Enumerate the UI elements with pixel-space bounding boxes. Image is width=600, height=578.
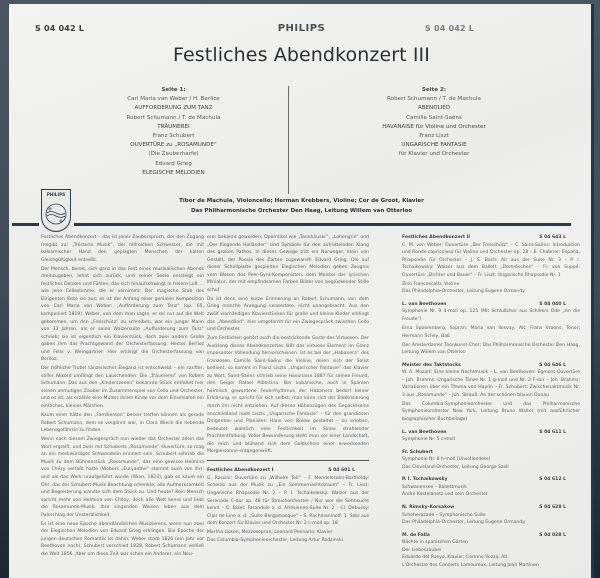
catalog-entry	[402, 504, 580, 527]
track-composer: Robert Schumann / T. de Machula	[126, 114, 221, 121]
side-2-label: Seite 2:	[421, 87, 447, 93]
catalog-entry-line: Der Liebeszauber	[402, 547, 442, 553]
divider-rule-right	[74, 223, 571, 226]
track-note: für Klavier und Orchester	[398, 151, 470, 158]
track-composer: Camille Saint-Saëns	[406, 114, 462, 121]
catalog-entry-title: Festliches Abendkonzert II	[402, 235, 471, 240]
catalog-entry	[402, 532, 580, 570]
catalog-entry-line: G. Rossini: Ouvertüre zu „Wilhelm Tell“ – F. Mendelssohn-Bartholdy: Scherzo aus der Musik zu „Ein Sommernachtstraum“ – Fr. Liszt: Ungarische Rhapsodie Nr. 2 – P. I. Tschaikowsky: Walzer aus der Serenade C-dur op. 48 für Streichorchester / Nur wer die Sehnsucht kennt – G. Bizet: Farandole a. d. Arlésienne-Suite Nr. 2 – Cl. Debussy: Clair de lune a. d. „Suite Bergamasque“ – S. Rachmaninoff: 1. Satz aus dem Konzert für Klavier und Orchester Nr. 2 c-moll op. 18	[207, 475, 369, 527]
liner-paragraph: Der fröhliche Trubel tänzerischer Eleganz ist entschwebt – ein sanfter, stiller Akkord umfängt den Lauschenden: Die „Träumerei“ von Robert Schumann. Das aus den „Kinderszenen“ bekannte Stück entfaltet hier seinen anmutigen Zauber im Zusammenspiel von Cello und Orchester, und es ist, als erzähle eine Mutter ihrem Kinde vor dem Einschlafen ein einfaches, kleines Märchen.	[41, 366, 204, 410]
catalog-entry	[207, 467, 369, 544]
philips-shield-logo	[41, 189, 71, 233]
liner-paragraph: Kaum einer hätte den „Familienton“ besser treffen können als gerade Robert Schumann, dem es vergönnt war, in Clara Wieck die liebende Lebensgefährtin zu finden.	[41, 413, 204, 434]
catalog-entry-line: Eduardo del Pueyo, Klavier; Corinne Vozza, Alt	[402, 555, 508, 561]
shield-icon	[41, 198, 71, 232]
record-sleeve-back	[9, 4, 594, 578]
catalog-entry-line: Das Columbia-Symphonieorchester, Leitung Artur Rodzinski	[207, 537, 343, 543]
tracklist	[69, 86, 549, 194]
liner-paragraph: Wenn nach diesem Zwiegespräch nun wieder das Orchester allein das Wort ergreift, und zwar mit Schuberts „Rosamunde“-Ouvertüre, so mag an ein merkwürdiges Schwendelin erinnert sein. Schubert schrieb die Musik zu dem Bühnenstück „Rosamunde“, das eine gewisse Helmina von Chézy verfaßt hatte (Webers „Euryanthe“ stammt auch von ihr); und als das Werk uraufgeführt wurde (Wien, 1823), gab es kaum ein Ohr, das der Schubert-Musik Beachtung schenkte; alle Aufmerksamkeit und Begeisterung wandte sich dem Stück zu. Und heute? Kein Mensch spricht mehr von Helmina von Chézy, doch alle Welt kennt und liebt die Rosamunde-Musik. Ihre singenden Weisen leben aus dem Pulsschlag der Unsterblichkeit.	[41, 437, 204, 518]
catalog-entry-number: S 04 040 L	[539, 301, 566, 307]
catalog-entry-title: M. de Falla	[402, 532, 430, 538]
brand-name: PHILIPS	[277, 23, 326, 34]
album-title: Festliches Abendkonzert III	[173, 44, 430, 66]
column-divider	[207, 460, 369, 462]
track-composer: Franz Schubert	[152, 133, 195, 140]
catalog-entry-line: Symphonie Nr. 5 c-moll	[402, 437, 455, 443]
catalog-entry-line: Erna Spoorenberg, Sopran; Maria van Ilosvay, Alt; Frans Vroons, Tenor; Hermann Schey, Baß	[402, 326, 580, 339]
track-work: OUVERTÜRE zu „ROSAMUNDE“	[130, 142, 217, 149]
liner-notes-column-2	[207, 234, 369, 549]
catalog-entry	[402, 449, 580, 472]
catalog-entry-line: Schwanensee – Ballettmusik	[402, 484, 467, 490]
catalog-entry-line: Das Philadelphia-Orchester, Leitung Eugene Ormandy	[402, 520, 525, 526]
track-work: ABENDLIED	[417, 105, 451, 112]
catalog-entry-title: L. van Beethoven	[402, 301, 447, 307]
catalog-entry-title: L. van Beethoven	[402, 429, 447, 435]
catalog-entry-line: C. M. von Weber: Ouvertüre „Der Freischütz“ – C. Saint-Saëns: Introduction und Rondo capriccioso für Violine und Orchester op. 28 – E. Chabrier: España, Rhapsodie für Orchester – J. S. Bach: Air aus der Suite Nr. 3 – P. I. Tschaikowsky: Walzer aus dem Ballett „Dornröschen“ – Fr. von Suppé: Ouvertüre „Dichter und Bauer“ – Fr. Liszt: Ungarische Rhapsodie Nr. 1	[402, 242, 580, 278]
catalog-entry-line: L'Orchestre des Concerts Lamoureux, Leitung Jean Martinon	[402, 562, 539, 568]
track-composer: Carl Maria van Weber / H. Berlioz	[127, 96, 220, 103]
liner-paragraph: Zum Festlichen gehört auch die bestrickende Geste des Virtuosen. Der Ausklang dieses Abendkonzertes läßt das virtuose Element im Glanz imposanter Vollendung hervorscheinen. Ist es bei der „Habanera“ des Franzosen Camille Saint-Saëns die Violine, deren sich der Solist bedient, so kommt in Franz Liszts „Ungarischer Fantasie“ das Klavier zu Wort. Saint-Saëns schrieb seine Havanaise 1887 für seinen Freund, den Geiger Rafael Albertina. Der kubanische, auch in Spanien heimisch gewordene Feuerrhythmus der Habanera bedarf keiner Erklärung, er spricht für sich selbst; man kann sich der Elektrisierung durch ihn nicht entziehen. Auf diesen Höhenzügen des Gepacktseins anschließend noch Liszts „Ungarische Fantasie“ – für den grandiosen Dirigenten und Pianisten Hans von Bülow gestaltet – zu erleben, bedeutet wahrlich eine Festlichkeit im Sinne strahlender Prachtentfaltung. Voller Bewunderung steht man vor einer Landschaft, die reich und blühend sich dem Goldschein einer erweckenden Morgensonne entgegenwirft.	[207, 336, 369, 455]
track-work: AUFFORDERUNG ZUM TANZ	[134, 105, 213, 112]
divider-rule-left	[12, 223, 39, 226]
catalog-entry	[402, 362, 580, 424]
catalog-entry	[402, 301, 580, 357]
catalog-entry-line: W. A. Mozart: Eine kleine Nachtmusik – L. van Beethoven: Egmont-Ouvertüre – Joh. Brahms: Ungarische Tänze Nr. 1 g-moll und Nr. 3 F-dur – Joh. Brahms: Variationen über ein Thema von Haydn – Fr. Schubert: Zwischenaktmusik Nr. 3 aus „Rosamunde“ – Joh. Strauß: An der schönen blauen Donau	[402, 370, 580, 398]
track-work: TRÄUMEREI	[157, 123, 190, 130]
catalog-entry-line: Scheherazade – Symphonische Suite	[402, 512, 486, 518]
catalog-entry-title: N. Rimsky-Korsakow	[402, 504, 455, 510]
liner-paragraph: Festliches Abendkonzert – das ist jener Zauberspruch, der den Zugang freigibt zur „Trösterin Musik“, der hilfreichen Schwester, die mit balsamischer Hand den geplagten Menschen der kalten Gleichgültigkeit entreißt.	[41, 235, 204, 263]
track-composer: Robert Schumann / T. de Machula	[387, 96, 481, 103]
track-work: UNGARISCHE FANTASIE	[401, 142, 467, 149]
catalog-entry-line: Das Columbia-Symphonieorchester und das Philharmonische Symphonieorchester New York, Leitung Bruno Walter (mit ausführlicher biographischer Buchbeilage)	[402, 401, 580, 423]
catalog-entry-number: S 04 628 L	[539, 504, 566, 510]
waves-stars-icon	[44, 202, 68, 228]
catalog-number-left: S 04 042 L	[35, 24, 85, 33]
catalog-entry-line: Das Cleveland-Orchester, Leitung George Szell	[402, 464, 509, 470]
liner-notes-column-1	[41, 234, 204, 560]
logo-wordmark: PHILIPS	[41, 189, 71, 198]
track-composer: Edvard Grieg	[155, 160, 192, 167]
catalog-entry-number: S 04 611 L	[539, 429, 566, 435]
catalog-entry-number: S 04 601 L	[328, 468, 355, 474]
catalog-entry-line: Martha Lipton, Mezzosopran; Leonard Pennario, Klavier	[207, 530, 333, 536]
side-2	[289, 86, 549, 194]
soloists-line: Tibor de Machula, Violoncello; Herman Krebbers, Violine; Cor de Groot, Klavier	[179, 198, 424, 204]
track-work: HAVANAISE für Violine und Orchester	[382, 123, 486, 130]
catalog-entry-line: Der Amsterdamer Toonkunst-Chor; Das Philharmonische Orchester Den Haag, Leitung Willem van Otterloo	[402, 342, 580, 356]
catalog-entry-line: Zino Francescatti, Violine	[402, 281, 460, 287]
performers	[9, 197, 594, 216]
catalog-entry-line: Symphonie Nr. 8 h-moll (Unvollendete)	[402, 457, 491, 463]
catalog-entry-number: S 04 643 L	[539, 235, 566, 240]
track-work: ELEGISCHE MELODIEN	[142, 169, 205, 176]
catalog-entry-title: Fr. Schubert	[402, 449, 433, 455]
orchestra-line: Das Philharmonische Orchester Den Haag, Leitung Willem van Otterloo	[190, 207, 413, 214]
catalog-entry-number: S 04 646 L	[539, 362, 566, 368]
liner-paragraph: erer bekannt geworden; Operntitel wie „Tannhäuser“, „Lohengrin“ und „Der fliegende Holländer“ sind Symbole für den aufrüttelnden Klang des großen Pathos. In dieses Gewoge tritt ein Norweger, klein von Gestalt, der Poesie des Zarten zugewandt: Edvard Grieg. Die auf dieser Schallplatte gespielten Elegischen Melodien geben Zeugnis vom Wesen des Peer-Gynt-Komponisten, dem Meister der lyrischen Miniatur, der mit empfindsamen Farben Bilder von beglückender Stille schuf.	[207, 235, 369, 293]
catalog-entry-line: Andre Kostelanetz und sein Orchester	[402, 492, 488, 498]
catalog-entry-number	[566, 449, 580, 457]
catalog-entry	[402, 234, 580, 296]
catalog-column	[402, 234, 580, 574]
catalog-entry-number: S 04 612 L	[539, 477, 566, 483]
liner-paragraph: Es ist eine neue Epoche abendländischen Musizierens, wenn nun zwei der Elegischen Melodien von Edvard Grieg erklingen. Die Epoche der jungen deutschen Romantik ist dahin; Weber starb 1826 (ein Jahr vor Beethoven noch), Schubert verschied 1828, Robert Schumann verließ die Welt 1856. Aber um diese Zeit war schon ein Anderer, ein Neu-	[41, 521, 204, 557]
liner-paragraph: Da ist denn eine kurze Erinnerung an Robert Schumann, von dem Grieg manche Anregung verwertete, nicht unangebracht. Aus den zwölf vierhändigen Klavierstücken für große und kleine Kinder erklingt das „Abendlied“, hier umgeformt für ein Zwiegespräch zwischen Cello und Orchester.	[207, 296, 369, 333]
catalog-entry-line: Nächte in spanischen Gärten	[402, 540, 468, 546]
catalog-entry-title: Meister des Taktstocks	[402, 362, 461, 368]
side-1	[69, 86, 289, 194]
catalog-entry-line: Symphonie Nr. 9 d-moll op. 125 (Mit Schlußchor aus Schillers Ode „An die Freude“)	[402, 309, 580, 322]
catalog-entry-title: Festliches Abendkonzert I	[207, 468, 274, 474]
catalog-entry-line: Das Philadelphia-Orchester, Leitung Eugene Ormandy	[402, 289, 525, 295]
catalog-entry	[402, 429, 580, 444]
track-composer: Franz Liszt	[419, 133, 449, 140]
track-note: (Die Zauberharfe)	[148, 151, 199, 158]
catalog-entry-number: S 04 028 L	[539, 532, 566, 538]
catalog-entry-title: P. I. Tschaikowsky	[402, 477, 448, 483]
side-1-label: Seite 1:	[161, 87, 186, 93]
liner-paragraph: Der Mensch, bereit, sich ganz in das Fest eines musikalischen Abends dreinzugeben, lehnt sich zurück, und seiner Seele entsteigt ein festliches Denken und Fühlen, das sich hinaufschwingt in freiere Luft … wie jene Cellostimme, die er vernimmt: Der magische Stab des Dirigenten löste sie aus; es ist der Anfang einer genialen Komposition von Carl Maria von Weber: „Aufforderung zum Tanz“ (op. 65, komponiert 1819). Weber, von dem man sagte, er sei nur auf die Welt gekommen, um den „Freischütz“ zu schreiben, war ein junger Mann von 33 Jahren, als er seine Walzersuite „Aufforderung zum Tanz“ schrieb; sie ist eigentlich ein Klavierstück, doch zwei andere Große gaben ihm das Prachtgewand der Orchesterfassung: Hector Berlioz und Felix v. Weingartner. Hier erklingt die Orchesterfassung von Berlioz.	[41, 266, 204, 363]
catalog-number-right: S 04 042 L	[425, 24, 475, 33]
catalog-entry	[402, 476, 580, 499]
